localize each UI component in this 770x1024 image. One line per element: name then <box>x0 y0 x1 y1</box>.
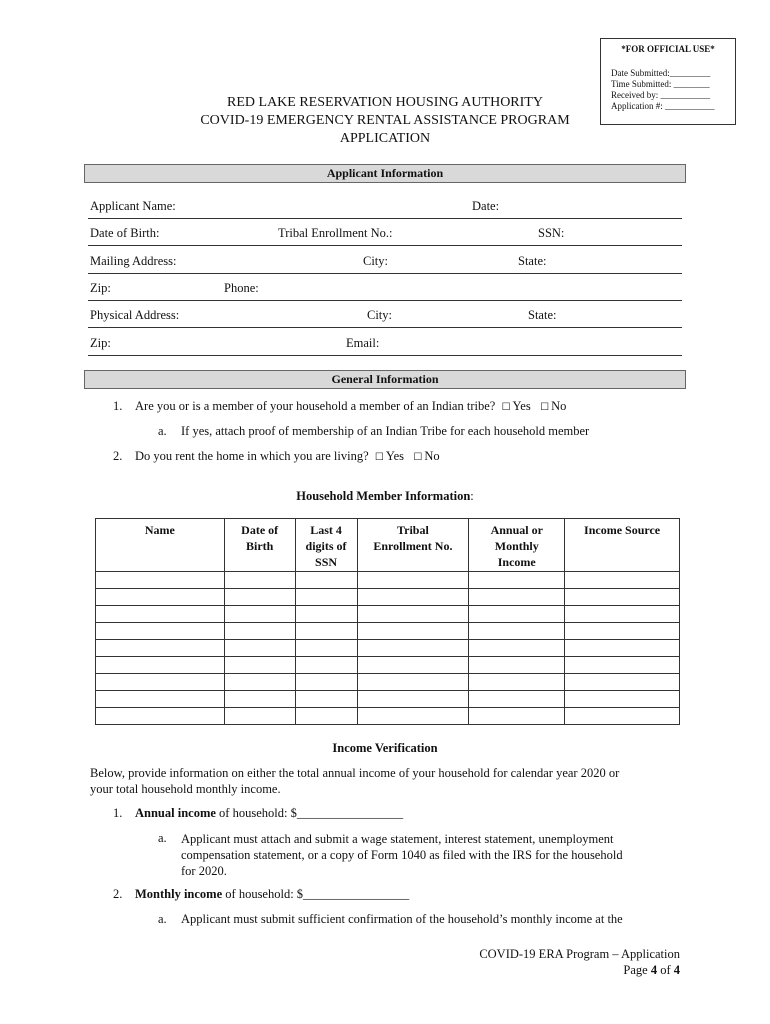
household-cell[interactable] <box>469 657 565 674</box>
physical-city-label: City: <box>367 308 393 322</box>
rent-no-label: No <box>424 449 440 463</box>
household-cell[interactable] <box>224 623 295 640</box>
col-ssn: Last 4 digits of SSN <box>295 519 357 572</box>
household-cell[interactable] <box>357 572 469 589</box>
time-submitted-field: Time Submitted: ________ <box>611 79 710 89</box>
household-cell[interactable] <box>295 708 357 725</box>
household-cell[interactable] <box>224 640 295 657</box>
household-cell[interactable] <box>469 691 565 708</box>
general-information-heading: General Information <box>84 370 686 389</box>
col-income: Annual or Monthly Income <box>469 519 565 572</box>
household-cell[interactable] <box>469 623 565 640</box>
household-cell[interactable] <box>357 606 469 623</box>
question-1-text: Are you or is a member of your household a member of an Indian tribe? <box>135 399 496 413</box>
date-label: Date: <box>472 199 500 213</box>
monthly-income-item[interactable] <box>135 887 409 902</box>
household-cell[interactable] <box>469 589 565 606</box>
household-cell[interactable] <box>224 589 295 606</box>
tribe-yes-label: Yes <box>512 399 531 413</box>
household-cell[interactable] <box>565 708 680 725</box>
household-cell[interactable] <box>565 674 680 691</box>
question-1-number: 1. <box>113 399 123 413</box>
household-cell[interactable] <box>295 589 357 606</box>
household-row <box>96 691 680 708</box>
question-1 <box>135 399 566 414</box>
annual-income-number: 1. <box>113 806 123 820</box>
mailing-address-label: Mailing Address: <box>90 254 177 268</box>
household-cell[interactable] <box>565 657 680 674</box>
household-cell[interactable] <box>295 640 357 657</box>
question-2-text: Do you rent the home in which you are living? <box>135 449 369 463</box>
household-cell[interactable] <box>357 691 469 708</box>
monthly-income-label: Monthly income <box>135 887 223 901</box>
household-row <box>96 623 680 640</box>
household-cell[interactable] <box>224 606 295 623</box>
monthly-income-note: Applicant must submit sufficient confirmation of the household’s monthly income at the <box>181 912 623 926</box>
rent-yes-label: Yes <box>385 449 405 463</box>
official-use-title: *FOR OFFICIAL USE* <box>621 44 715 54</box>
household-row <box>96 589 680 606</box>
household-cell[interactable] <box>357 674 469 691</box>
question-1a-number: a. <box>158 424 167 438</box>
household-cell[interactable] <box>96 708 225 725</box>
household-table-header <box>96 519 680 572</box>
received-by-field: Received by: ___________ <box>611 90 710 100</box>
dob-label: Date of Birth: <box>90 226 160 240</box>
monthly-income-number: 2. <box>113 887 123 901</box>
physical-zip-label: Zip: <box>90 336 111 350</box>
tribe-no-checkbox[interactable]: ☐ <box>540 402 550 413</box>
header-program: COVID-19 EMERGENCY RENTAL ASSISTANCE PROGRAM <box>200 113 570 128</box>
zip-phone-row[interactable] <box>88 280 682 301</box>
household-cell[interactable] <box>295 691 357 708</box>
household-cell[interactable] <box>96 640 225 657</box>
household-cell[interactable] <box>224 691 295 708</box>
household-cell[interactable] <box>565 623 680 640</box>
tribe-no-label: No <box>551 399 567 413</box>
household-cell[interactable] <box>295 572 357 589</box>
household-cell[interactable] <box>469 606 565 623</box>
email-label: Email: <box>346 336 380 350</box>
household-cell[interactable] <box>295 606 357 623</box>
household-row <box>96 606 680 623</box>
zip-label: Zip: <box>90 281 111 295</box>
household-cell[interactable] <box>357 589 469 606</box>
household-cell[interactable] <box>96 606 225 623</box>
household-cell[interactable] <box>224 657 295 674</box>
household-cell[interactable] <box>357 708 469 725</box>
household-cell[interactable] <box>565 691 680 708</box>
household-cell[interactable] <box>96 623 225 640</box>
household-cell[interactable] <box>96 674 225 691</box>
household-cell[interactable] <box>565 572 680 589</box>
date-submitted-field: Date Submitted:_________ <box>611 68 711 78</box>
zip-email-row[interactable] <box>88 335 682 356</box>
applicant-name-label: Applicant Name: <box>90 199 176 213</box>
annual-income-label: Annual income <box>135 806 216 820</box>
question-1a-text: If yes, attach proof of membership of an Indian Tribe for each household member <box>181 424 590 438</box>
monthly-income-note-number: a. <box>158 912 167 926</box>
monthly-income-field[interactable]: of household: $_________________ <box>222 887 410 901</box>
household-cell[interactable] <box>357 623 469 640</box>
city-label: City: <box>363 254 389 268</box>
question-2-number: 2. <box>113 449 123 463</box>
header-application: APPLICATION <box>339 131 431 146</box>
applicant-information-heading: Applicant Information <box>84 164 686 183</box>
household-cell[interactable] <box>96 691 225 708</box>
household-cell[interactable] <box>96 572 225 589</box>
household-cell[interactable] <box>295 674 357 691</box>
household-row <box>96 572 680 589</box>
col-tribal-enrollment: Tribal Enrollment No. <box>357 519 469 572</box>
household-colon: : <box>470 489 474 503</box>
income-verification-heading: Income Verification <box>332 741 438 755</box>
household-cell[interactable] <box>295 623 357 640</box>
state-label: State: <box>518 254 547 268</box>
rent-no-checkbox[interactable]: ☐ <box>413 452 423 463</box>
document-header <box>120 94 650 148</box>
annual-income-note: Applicant must attach and submit a wage statement, interest statement, unemployment compensation statement, or a copy of Form 1040 as filed with the IRS for the household for 2020. <box>181 832 623 878</box>
applicant-name-row[interactable] <box>88 198 682 219</box>
household-cell[interactable] <box>224 708 295 725</box>
household-cell[interactable] <box>96 589 225 606</box>
household-row <box>96 708 680 725</box>
household-table <box>95 518 680 725</box>
household-cell[interactable] <box>565 606 680 623</box>
dob-row[interactable] <box>88 225 682 246</box>
footer-page: Page 4 of 4 <box>623 963 680 977</box>
household-cell[interactable] <box>357 657 469 674</box>
header-authority: RED LAKE RESERVATION HOUSING AUTHORITY <box>227 95 543 110</box>
physical-address-row[interactable] <box>88 307 682 328</box>
household-cell[interactable] <box>469 572 565 589</box>
household-cell[interactable] <box>469 640 565 657</box>
household-cell[interactable] <box>565 589 680 606</box>
ssn-label: SSN: <box>538 226 565 240</box>
household-row <box>96 640 680 657</box>
household-title: Household Member Information <box>296 489 471 503</box>
household-cell[interactable] <box>469 674 565 691</box>
household-cell[interactable] <box>295 657 357 674</box>
household-row <box>96 657 680 674</box>
question-2 <box>135 449 440 464</box>
col-dob: Date of Birth <box>224 519 295 572</box>
income-intro-line1: Below, provide information on either the total annual income of your household for calendar year 2020 or <box>90 766 620 780</box>
application-number-field: Application #: ___________ <box>611 101 715 111</box>
annual-income-note-number: a. <box>158 831 167 845</box>
tribal-enrollment-label: Tribal Enrollment No.: <box>278 226 393 240</box>
income-intro-line2: your total household monthly income. <box>90 782 281 796</box>
household-cell[interactable] <box>96 657 225 674</box>
household-heading <box>0 489 770 504</box>
physical-address-label: Physical Address: <box>90 308 180 322</box>
household-cell[interactable] <box>469 708 565 725</box>
household-cell[interactable] <box>565 640 680 657</box>
annual-income-field[interactable]: of household: $_________________ <box>215 806 404 820</box>
col-name: Name <box>96 519 225 572</box>
tribe-yes-checkbox[interactable]: ☐ <box>501 402 511 413</box>
physical-state-label: State: <box>528 308 557 322</box>
household-row <box>96 674 680 691</box>
rent-yes-checkbox[interactable]: ☐ <box>374 452 384 463</box>
phone-label: Phone: <box>224 281 259 295</box>
household-cell[interactable] <box>357 640 469 657</box>
footer-program: COVID-19 ERA Program – Application <box>479 947 680 961</box>
household-cell[interactable] <box>224 572 295 589</box>
annual-income-item[interactable] <box>135 806 403 821</box>
page-footer <box>479 946 680 978</box>
household-cell[interactable] <box>224 674 295 691</box>
mailing-address-row[interactable] <box>88 253 682 274</box>
col-income-source: Income Source <box>565 519 680 572</box>
